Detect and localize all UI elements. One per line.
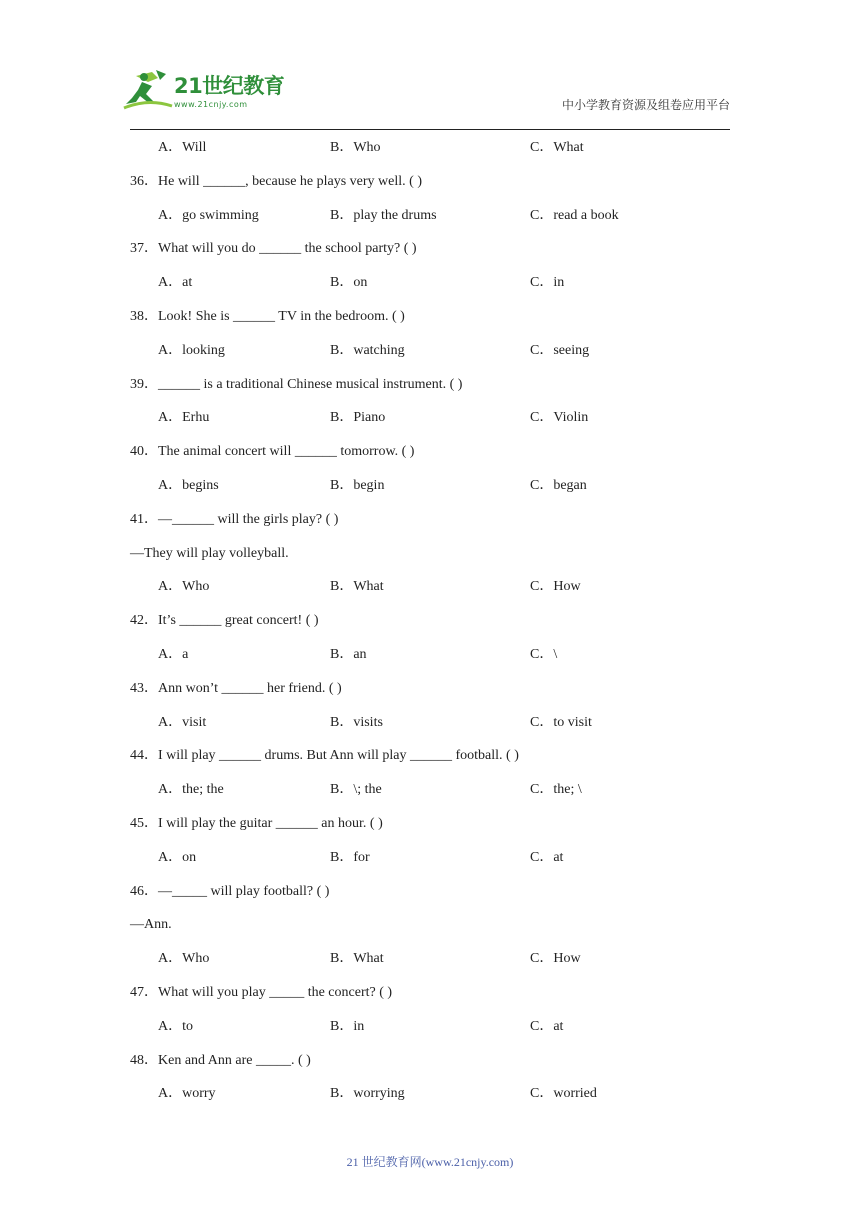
option-a: A．Who bbox=[158, 951, 210, 967]
page-header bbox=[0, 0, 860, 135]
option-a: A．Who bbox=[158, 579, 210, 595]
option-c: C．\ bbox=[530, 646, 558, 662]
option-b: B．on bbox=[330, 275, 368, 291]
options-row bbox=[0, 406, 860, 440]
options-row bbox=[0, 339, 860, 373]
option-a: A．to bbox=[158, 1018, 193, 1034]
option-c: C．What bbox=[530, 140, 584, 155]
options-row bbox=[0, 1015, 860, 1049]
option-b: B．worrying bbox=[330, 1086, 405, 1102]
options-row bbox=[0, 271, 860, 305]
option-b: B．play the drums bbox=[330, 207, 437, 223]
option-c: C．How bbox=[530, 951, 581, 967]
options-row bbox=[0, 204, 860, 238]
option-a: A．begins bbox=[158, 477, 219, 493]
dialogue-answer: —Ann. bbox=[130, 917, 172, 933]
option-a: A．a bbox=[158, 646, 189, 662]
option-a: A．visit bbox=[158, 714, 207, 730]
option-c: C．seeing bbox=[530, 342, 590, 358]
option-a: A．on bbox=[158, 849, 197, 865]
options-row bbox=[0, 1082, 860, 1116]
options-row bbox=[0, 136, 860, 170]
option-b: B．an bbox=[330, 646, 367, 662]
question-text: 41．—______ will the girls play? ( ) bbox=[130, 511, 339, 527]
option-c: C．read a book bbox=[530, 207, 619, 223]
option-b: B．Piano bbox=[330, 410, 386, 426]
question-list bbox=[0, 136, 860, 1116]
options-row bbox=[0, 474, 860, 508]
question-text: 40．The animal concert will ______ tomorrow. ( ) bbox=[130, 444, 415, 460]
option-c: C．in bbox=[530, 275, 565, 291]
logo-url: www.21cnjy.com bbox=[174, 100, 248, 109]
options-row bbox=[0, 711, 860, 745]
option-b: B．Who bbox=[330, 140, 381, 155]
question-text: 39．______ is a traditional Chinese musical instrument. ( ) bbox=[130, 376, 463, 392]
option-c: C．at bbox=[530, 1018, 564, 1034]
option-c: C．the; \ bbox=[530, 782, 582, 798]
option-b: B．begin bbox=[330, 477, 385, 493]
options-row bbox=[0, 947, 860, 981]
option-a: A．Erhu bbox=[158, 410, 210, 426]
question-text: 38．Look! She is ______ TV in the bedroom. ( ) bbox=[130, 308, 405, 324]
option-c: C．began bbox=[530, 477, 587, 493]
options-row bbox=[0, 575, 860, 609]
question-text: 47．What will you play _____ the concert? ( ) bbox=[130, 984, 393, 1000]
header-divider bbox=[130, 129, 730, 130]
option-b: B．for bbox=[330, 849, 370, 865]
option-c: C．to visit bbox=[530, 714, 592, 730]
option-a: A．Will bbox=[158, 140, 207, 155]
header-platform-text: 中小学教育资源及组卷应用平台 bbox=[561, 98, 730, 112]
option-b: B．in bbox=[330, 1018, 365, 1034]
page-footer: 21 世纪教育网(www.21cnjy.com) bbox=[346, 1155, 514, 1169]
option-c: C．worried bbox=[530, 1086, 597, 1102]
option-b: B．\; the bbox=[330, 782, 382, 798]
option-a: A．the; the bbox=[158, 782, 224, 798]
question-text: 37．What will you do ______ the school party? ( ) bbox=[130, 241, 417, 257]
option-a: A．at bbox=[158, 275, 193, 291]
question-text: 42．It’s ______ great concert! ( ) bbox=[130, 613, 319, 629]
option-c: C．at bbox=[530, 849, 564, 865]
runner-logo-icon bbox=[122, 68, 174, 114]
option-a: A．looking bbox=[158, 342, 225, 358]
option-b: B．watching bbox=[330, 342, 405, 358]
option-c: C．How bbox=[530, 579, 581, 595]
logo-wordmark: 21世纪教育 bbox=[174, 74, 285, 98]
question-text: 48．Ken and Ann are _____. ( ) bbox=[130, 1052, 311, 1068]
option-a: A．worry bbox=[158, 1086, 216, 1102]
options-row bbox=[0, 846, 860, 880]
options-row bbox=[0, 778, 860, 812]
option-a: A．go swimming bbox=[158, 207, 259, 223]
options-row bbox=[0, 643, 860, 677]
option-c: C．Violin bbox=[530, 410, 589, 426]
option-b: B．What bbox=[330, 579, 384, 595]
option-b: B．visits bbox=[330, 714, 383, 730]
brand-logo bbox=[122, 68, 292, 116]
question-text: 36．He will ______, because he plays very well. ( ) bbox=[130, 173, 422, 189]
question-text: 45．I will play the guitar ______ an hour. ( ) bbox=[130, 815, 383, 831]
question-text: 43．Ann won’t ______ her friend. ( ) bbox=[130, 680, 342, 696]
question-text: 46．—_____ will play football? ( ) bbox=[130, 883, 330, 899]
option-b: B．What bbox=[330, 951, 384, 967]
question-text: 44．I will play ______ drums. But Ann will play ______ football. ( ) bbox=[130, 748, 519, 764]
dialogue-answer: —They will play volleyball. bbox=[130, 545, 289, 561]
